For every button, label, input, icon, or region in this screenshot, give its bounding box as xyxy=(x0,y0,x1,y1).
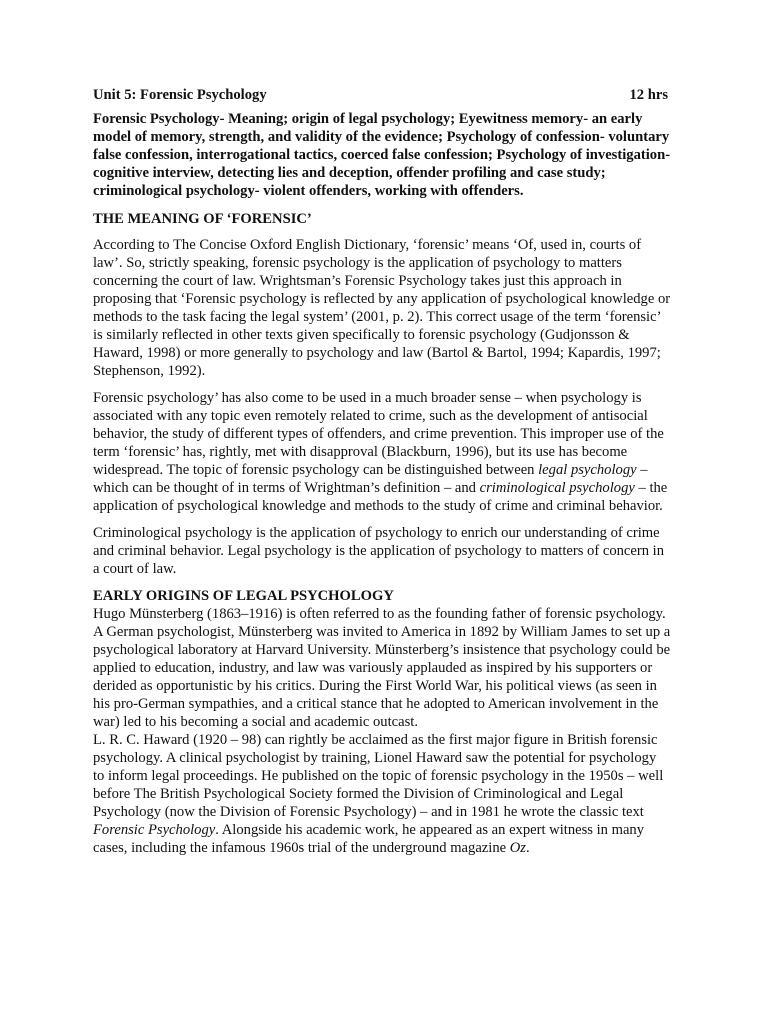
section-heading-meaning: THE MEANING OF ‘FORENSIC’ xyxy=(93,211,312,227)
syllabus-summary: Forensic Psychology- Meaning; origin of legal psychology; Eyewitness memory- an early model of memory, strength, and validity of the evidence; Psychology of confession- voluntary false confession, interrogational tactics, coerced false confession; Psychology of investigation- cognitive interview, detecting lies and deception, offender profiling and case study; criminological psychology- violent offenders, working with offenders. xyxy=(93,111,671,199)
paragraph-meaning-definition: According to The Concise Oxford English Dictionary, ‘forensic’ means ‘Of, used in, courts of law’. So, strictly speaking, forensic psychology is the application of psychology to matters concerning the court of law. Wrightsman’s Forensic Psychology takes just this approach in proposing that ‘Forensic psychology is reflected by any application of psychological knowledge or methods to the task facing the legal system’ (2001, p. 2). This correct usage of the term ‘forensic’ is similarly reflected in other texts given specifically to forensic psychology (Gudjonsson & Haward, 1998) or more generally to psychology and law (Bartol & Bartol, 1994; Kapardis, 1997; Stephenson, 1992). xyxy=(93,237,671,379)
unit-hours: 12 hrs xyxy=(629,87,668,103)
paragraph-broader-sense xyxy=(93,389,671,515)
document-page xyxy=(93,86,671,857)
paragraph-munsterberg: Hugo Münsterberg (1863–1916) is often referred to as the founding father of forensic psychology. A German psychologist, Münsterberg was invited to America in 1892 by William James to set up a psychological laboratory at Harvard University. Münsterberg’s insistence that psychology could be applied to education, industry, and law was variously applauded as inspired by his supporters or derided as opportunistic by his critics. During the First World War, his political views (as seen in his pro-German sympathies, and a critical stance that he adopted to American involvement in the war) led to his becoming a social and academic outcast. xyxy=(93,606,671,730)
paragraph-haward xyxy=(93,731,671,857)
text-run: – which can be thought of in terms of Wrightman’s definition – and xyxy=(93,462,648,496)
text-run: . xyxy=(525,840,530,856)
italic-title-forensic-psychology: Forensic Psychology xyxy=(93,822,216,838)
text-run: L. R. C. Haward (1920 – 98) can rightly be acclaimed as the first major figure in British forensic psychology. A clinical psychologist by training, Lionel Haward saw the potential for psychology to inform legal proceedings. He published on the topic of forensic psychology in the 1950s – well before The British Psychological Society formed the Division of Criminological and Legal Psychology (now the Division of Forensic Psychology) – and in 1981 he wrote the classic text xyxy=(93,732,664,820)
unit-title: Unit 5: Forensic Psychology xyxy=(93,87,267,103)
italic-term-legal-psychology: legal psychology xyxy=(538,462,637,478)
text-run: . Alongside his academic work, he appeared as an expert witness in many cases, including the infamous 1960s trial of the underground magazine xyxy=(93,822,645,856)
paragraph-criminological-vs-legal: Criminological psychology is the application of psychology to enrich our understanding of crime and criminal behavior. Legal psychology is the application of psychology to matters of concern in a court of law. xyxy=(93,525,665,577)
unit-header xyxy=(93,86,671,104)
italic-term-criminological-psychology: criminological psychology xyxy=(479,480,635,496)
italic-title-oz: Oz xyxy=(509,840,526,856)
text-run: – the application of psychological knowledge and methods to the study of crime and criminal behavior. xyxy=(93,480,668,514)
text-run: Forensic psychology’ has also come to be used in a much broader sense – when psychology is associated with any topic even remotely related to crime, such as the development of antisocial behavior, the study of different types of offenders, and crime prevention. This improper use of the term ‘forensic’ has, rightly, met with disapproval (Blackburn, 1996), but its use has become widespread. The topic of forensic psychology can be distinguished between xyxy=(93,390,664,478)
section-heading-early-origins: EARLY ORIGINS OF LEGAL PSYCHOLOGY xyxy=(93,588,394,604)
